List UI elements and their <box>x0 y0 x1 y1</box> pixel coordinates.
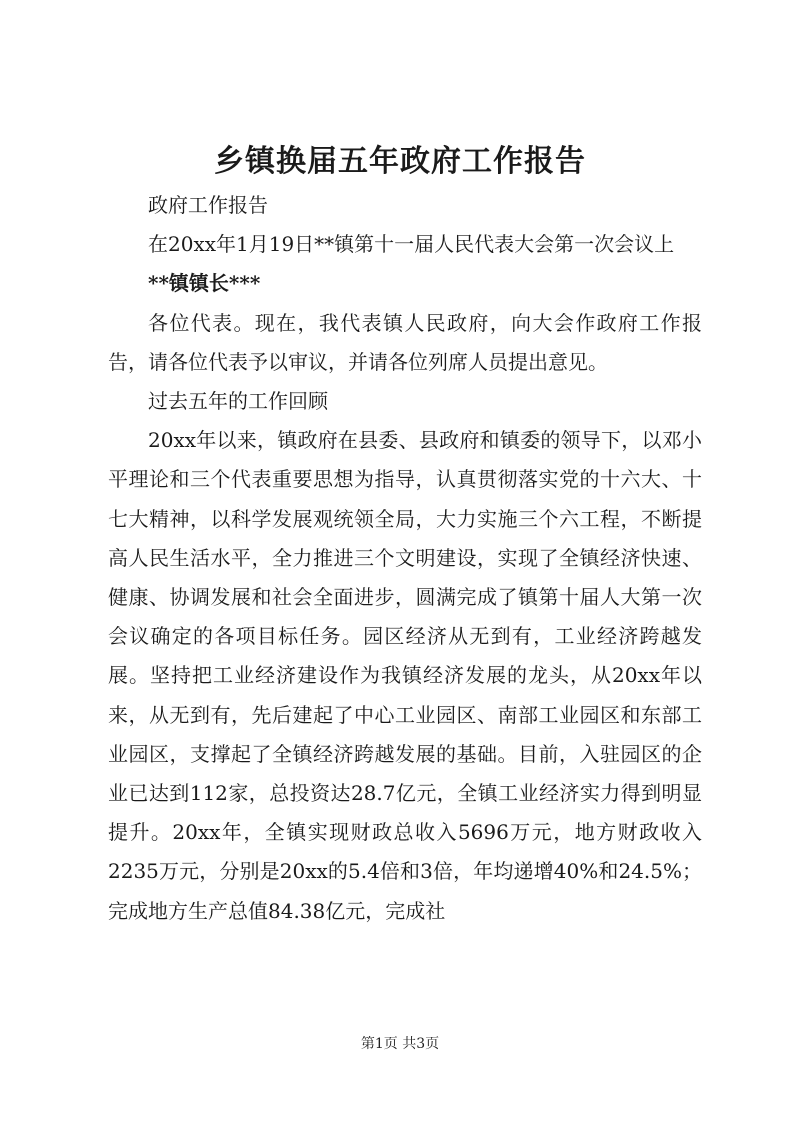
document-body <box>108 186 702 931</box>
document-title: 乡镇换届五年政府工作报告 <box>214 144 586 179</box>
meeting-paragraph: 在20xx年1月19日**镇第十一届人民代表大会第一次会议上 <box>148 232 675 257</box>
page-indicator: 第1页 共3页 <box>360 1036 440 1052</box>
signature-paragraph: **镇镇长*** <box>148 271 261 296</box>
section-heading: 过去五年的工作回顾 <box>148 389 328 414</box>
review-paragraph: 20xx年以来，镇政府在县委、县政府和镇委的领导下，以邓小平理论和三个代表重要思想为指导，认真贯彻落实党的十六大、十七大精神，以科学发展观统领全局，大力实施三个六工程，不断提高人民生活水平，全力推进三个文明建设，实现了全镇经济快速、健康、协调发展和社会全面进步，圆满完成了镇第十届人大第一次会议确定的各项目标任务。园区经济从无到有，工业经济跨越发展。坚持把工业经济建设作为我镇经济发展的龙头，从20xx年以来，从无到有，先后建起了中心工业园区、南部工业园区和东部工业园区，支撑起了全镇经济跨越发展的基础。目前，入驻园区的企业已达到112家，总投资达28.7亿元，全镇工业经济实力得到明显提升。20xx年，全镇实现财政总收入5696万元，地方财政收入2235万元，分别是20xx的5.4倍和3倍，年均递增40%和24.5%；完成地方生产总值84.38亿元，完成社 <box>108 428 702 923</box>
opening-paragraph: 各位代表。现在，我代表镇人民政府，向大会作政府工作报告，请各位代表予以审议，并请各位列席人员提出意见。 <box>108 310 702 374</box>
subtitle-paragraph: 政府工作报告 <box>148 193 268 217</box>
